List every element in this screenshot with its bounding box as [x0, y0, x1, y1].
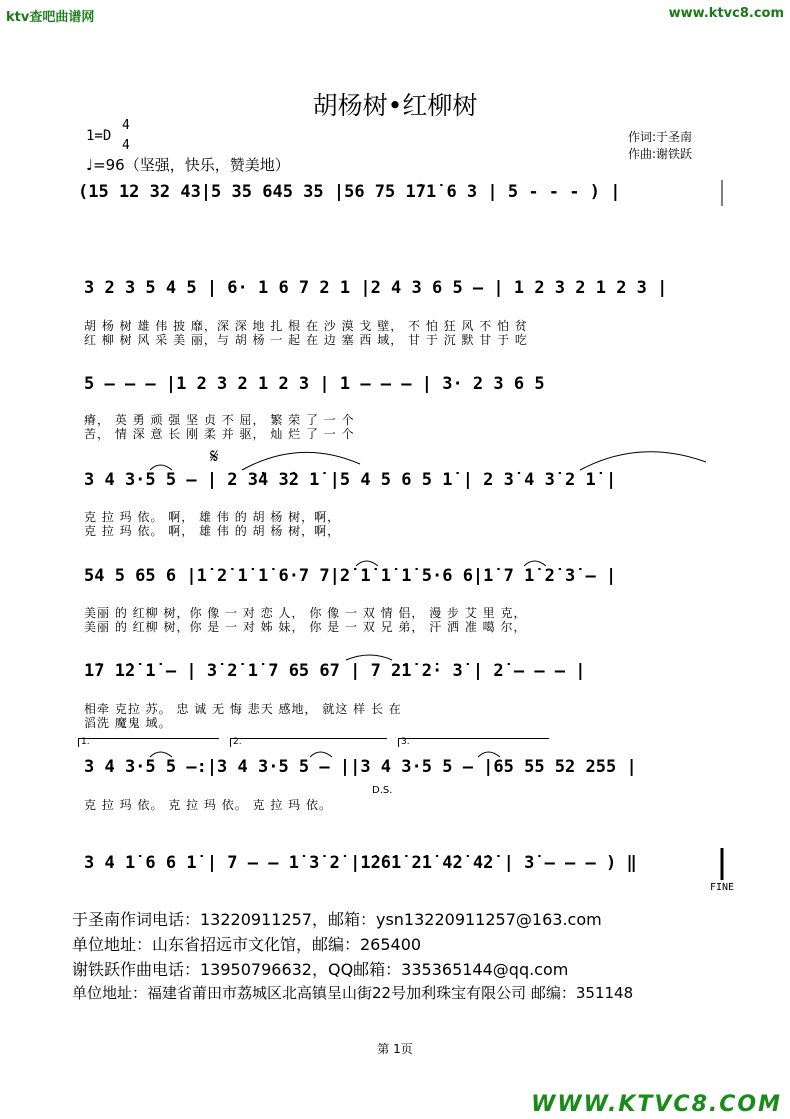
lyrics-row-5-verse-2: 美丽 的 红柳 树，你 是 一 对 姊 妹， 你 是 一 双 兄 弟， 汗 洒 准 噶 尔， [84, 620, 527, 634]
fine-mark: FINE [710, 882, 735, 893]
composer-address: 单位地址：福建省莆田市荔城区北高镇呈山街22号加利珠宝有限公司 邮编：351148 [72, 984, 634, 1002]
score-row-1: (15 12 32 43|5 35 645 35 |56 75 1̇71̇ 6 3 | 5 - - - ) | [78, 182, 621, 202]
song-title: 胡杨树•红柳树 [312, 91, 478, 120]
dal-segno-mark: D.S. [372, 785, 393, 796]
watermark-top-right: www.ktvc8.com [668, 6, 784, 21]
lyricist-address: 单位地址：山东省招远市文化馆，邮编：265400 [72, 935, 422, 954]
score-row-2: 3 2 3 5 4 5 | 6· 1 6 7 2 1 |2 4 3 6 5 – | 1 2 3 2 1 2 3 | [84, 278, 668, 298]
volta-bracket-2: 2. [230, 738, 387, 747]
segno-sign: 𝄋 [210, 444, 219, 468]
score-row-8: 3 4 1̇ 6 6 1̇ | 7 – – 1̇ 3̇ 2̇ |1̇2̇6̇1̇ 2̇1̇ 4̇2̇ 4̇2̇ | 3̇ – – – ) ‖ [84, 853, 637, 873]
lyrics-row-6-verse-1: 相牵 克拉 苏。 忠 诚 无 悔 悲天 感地， 就这 样 长 在 [84, 702, 402, 716]
time-signature-bottom: 4 [122, 138, 130, 153]
lyrics-row-5-verse-1: 美丽 的 红柳 树，你 像 一 对 恋 人， 你 像 一 双 情 侣， 漫 步 艾 里 克， [84, 606, 527, 620]
lyrics-row-2-verse-2: 红 柳 树 风 采 美 丽，与 胡 杨 一 起 在 边 塞 西 域， 甘 于 沉 默 甘 于 吃 [84, 333, 528, 347]
key-signature: 1=D [86, 128, 112, 144]
lyrics-row-6-verse-2: 滔洗 魔鬼 域。 [84, 716, 172, 730]
score-row-4: 3 4 3·5 5 – | 2 3̇4 3̇2 1̇ |5 4 5 6 5 1̇ | 2 3̇ 4 3̇ 2 1̇ | [84, 470, 617, 490]
lyricist-credit: 作词:于圣南 [628, 130, 693, 144]
lyrics-row-3-verse-2: 苦， 情 深 意 长 刚 柔 并 驱， 灿 烂 了 一 个 [84, 427, 355, 441]
lyrics-row-4-verse-2: 克 拉 玛 依。 啊， 雄 伟 的 胡 杨 树，啊， [84, 524, 341, 538]
score-row-5: 54 5 65 6 |1̇ 2̇ 1̇ 1̇ 6·7 7|2̇ 1̇ 1̇ 1̇ 5·6 6|1̇ 7 1̇ 2̇ 3̇ – | [84, 566, 617, 586]
lyrics-row-3-verse-1: 瘠， 英 勇 顽 强 坚 贞 不 屈， 繁 荣 了 一 个 [84, 413, 355, 427]
watermark-top-left: ktv查吧曲谱网 [6, 10, 95, 25]
tempo-marking: ♩=96（坚强，快乐，赞美地） [86, 156, 290, 174]
score-row-7: 3 4 3·5 5 –:|3 4 3·5 5 – ||3 4 3·5 5 – |65 55 52 255 | [84, 757, 637, 777]
lyrics-row-4-verse-1: 克 拉 玛 依。 啊， 雄 伟 的 胡 杨 树，啊， [84, 510, 341, 524]
watermark-bottom: WWW.KTVC8.COM [531, 1092, 782, 1117]
lyricist-contact: 于圣南作词电话：13220911257，邮箱：ysn13220911257@163.com [72, 910, 602, 929]
score-row-3: 5 – – – |1 2 3 2 1 2 3 | 1 – – – | 3· 2 3 6 5 [84, 374, 545, 394]
composer-contact: 谢铁跃作曲电话：13950796632，QQ邮箱：335365144@qq.com [72, 960, 569, 979]
composer-credit: 作曲:谢铁跃 [628, 147, 693, 161]
page-number: 第 1页 [377, 1042, 413, 1056]
lyrics-row-2-verse-1: 胡 杨 树 雄 伟 披 靡，深 深 地 扎 根 在 沙 漠 戈 壁， 不 怕 狂 风 不 怕 贫 [84, 319, 528, 333]
volta-bracket-1: 1. [78, 738, 219, 747]
volta-bracket-3: 3. [398, 738, 549, 747]
score-row-6: 1̇7 1̇2̇ 1̇ – | 3̇ 2̇ 1̇ 7 65 67 | 7 2̇1̇ 2̇· 3̇ | 2̇ – – – | [84, 661, 586, 681]
time-signature-top: 4 [122, 118, 130, 133]
lyrics-row-7: 克 拉 玛 依。 克 拉 玛 依。 克 拉 玛 依。 [84, 798, 332, 812]
